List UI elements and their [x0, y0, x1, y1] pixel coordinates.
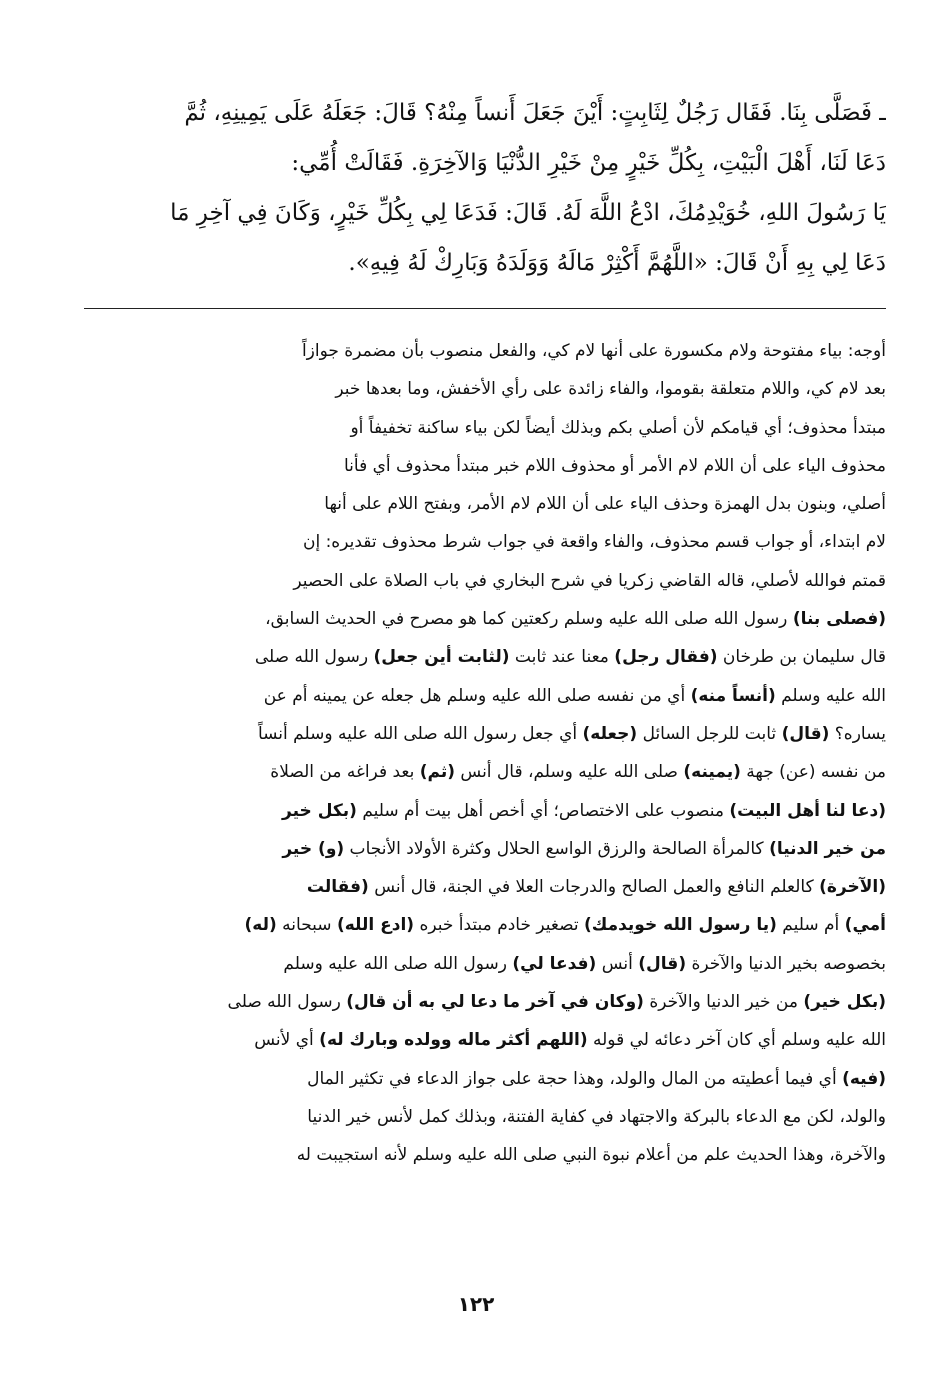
- quoted-text: (قال): [781, 723, 830, 744]
- hadith-text: [78, 88, 886, 288]
- commentary-segment: رسول الله صلى: [254, 647, 374, 668]
- commentary-segment: يساره؟: [829, 723, 886, 744]
- quoted-text: (وكان في آخر ما دعا لي به أن قال): [346, 992, 644, 1013]
- commentary-line: [78, 868, 886, 906]
- commentary-line: محذوف الياء على أن اللام لام الأمر أو محذوف اللام خبر مبتدأ محذوف أي فأنا: [344, 455, 886, 476]
- quoted-text: (يمينه): [683, 762, 741, 783]
- commentary-line: [78, 983, 886, 1021]
- quoted-text: (له): [244, 915, 277, 936]
- quoted-text: (دعا لنا أهل البيت): [729, 800, 886, 821]
- quoted-text: (فدعا لي): [512, 953, 597, 974]
- quoted-text: (ثم): [419, 762, 455, 783]
- commentary-line: [78, 830, 886, 868]
- commentary-segment: منصوب على الاختصاص؛ أي أخص أهل بيت أم سليم: [356, 800, 730, 821]
- commentary-text: [78, 332, 886, 1175]
- hadith-line: ـ فَصَلَّى بِنَا. فَقَال رَجُلٌ لِثَابِتٍ: أَيْنَ جَعَلَ أَنساً مِنْهُ؟ قَالَ: جَعَلَهُ عَلَى يَمِينِهِ، ثُمَّ: [184, 100, 886, 126]
- commentary-segment: أي لأنس: [254, 1030, 320, 1051]
- quoted-text: (فقال رجل): [614, 647, 718, 668]
- commentary-line: [78, 1060, 886, 1098]
- quoted-text: (ادع الله): [336, 915, 415, 936]
- commentary-line: بعد لام كي، واللام متعلقة بقوموا، والفاء زائدة على رأي الأخفش، وما بعدها خبر: [335, 379, 886, 400]
- commentary-line: [78, 906, 886, 944]
- commentary-segment: كالمرأة الصالحة والرزق الواسع الحلال وكثرة الأولاد الأنجاب: [344, 838, 770, 859]
- quoted-text: (بكل خير: [282, 800, 357, 821]
- quoted-text: من خير الدنيا): [769, 838, 886, 859]
- commentary-segment: رسول الله صلى: [227, 992, 347, 1013]
- commentary-segment: من نفسه (عن) جهة: [740, 762, 886, 783]
- quoted-text: (قال): [638, 953, 687, 974]
- quoted-text: (اللهم أكثر ماله وولده وبارك له): [319, 1030, 588, 1051]
- book-page: [78, 88, 886, 1166]
- commentary-line: [78, 638, 886, 676]
- commentary-segment: أم سليم: [776, 915, 845, 936]
- commentary-segment: من خير الدنيا والآخرة: [643, 992, 804, 1013]
- commentary-line: [78, 715, 886, 753]
- commentary-segment: سبحانه: [276, 915, 337, 936]
- commentary-segment: والولد، لكن مع الدعاء بالبركة والاجتهاد في كفاية الفتنة، وبذلك كمل لأنس خير الدنيا: [307, 1106, 886, 1127]
- commentary-line: مبتدأ محذوف؛ أي قيامكم لأن أصلي بكم وبذلك أيضاً لكن بياء ساكنة تخفيفاً أو: [350, 417, 886, 438]
- footnote-divider: [84, 308, 886, 309]
- commentary-line: [78, 677, 886, 715]
- commentary-line: أصلي، وبنون بدل الهمزة وحذف الياء على أن اللام لام الأمر، وبفتح اللام على أنها: [324, 494, 886, 515]
- commentary-line: أوجه: بياء مفتوحة ولام مكسورة على أنها لام كي، والفعل منصوب بأن مضمرة جوازاً: [301, 341, 886, 361]
- commentary-segment: أي فيما أعطيته من المال والولد، وهذا حجة على جواز الدعاء في تكثير المال: [307, 1068, 843, 1089]
- commentary-segment: الله عليه وسلم أي كان آخر دعائه لي قوله: [587, 1030, 886, 1051]
- commentary-line: [78, 1136, 886, 1174]
- commentary-segment: معنا عند ثابت: [509, 647, 615, 668]
- quoted-text: (فصلى بنا): [792, 609, 886, 630]
- commentary-segment: رسول الله صلى الله عليه وسلم ركعتين كما هو مصرح في الحديث السابق،: [265, 609, 793, 630]
- quoted-text: (يا رسول الله خويدمك): [583, 915, 777, 936]
- page-number: ١٢٢: [457, 1292, 495, 1316]
- hadith-line: دَعَا لِي بِهِ أَنْ قَالَ: «اللَّهُمَّ أَكْثِرْ مَالَهُ وَوَلَدَهُ وَبَارِكْ لَهُ فِيهِ».: [348, 250, 886, 276]
- commentary-segment: أنس: [596, 953, 639, 974]
- quoted-text: (و) خير: [282, 838, 345, 859]
- commentary-segment: كالعلم النافع والعمل الصالح والدرجات العلا في الجنة، قال أنس: [368, 877, 820, 898]
- commentary-segment: أي من نفسه صلى الله عليه وسلم هل جعله عن يمينه أم عن: [263, 685, 691, 706]
- quoted-text: (لثابت أين جعل): [373, 647, 510, 668]
- quoted-text: (فيه): [842, 1068, 886, 1089]
- hadith-line: دَعَا لَنَا، أَهْلَ الْبَيْتِ، بِكُلِّ خَيْرٍ مِنْ خَيْرِ الدُّنْيَا وَالآخِرَةِ. فَقَالَتْ أُمِّي:: [291, 150, 886, 176]
- commentary-segment: صلى الله عليه وسلم، قال أنس: [455, 762, 684, 783]
- commentary-segment: تصغير خادم مبتدأ خبره: [414, 915, 584, 936]
- commentary-segment: بخصوصه بخير الدنيا والآخرة: [686, 953, 886, 974]
- commentary-line: [78, 945, 886, 983]
- commentary-segment: الله عليه وسلم: [775, 685, 886, 706]
- commentary-line: لام ابتداء، أو جواب قسم محذوف، والفاء واقعة في جواب شرط محذوف تقديره: إن: [302, 532, 886, 553]
- commentary-line: [78, 1098, 886, 1136]
- commentary-segment: أي جعل رسول الله صلى الله عليه وسلم أنساً: [257, 723, 583, 744]
- commentary-line: [78, 792, 886, 830]
- hadith-line: يَا رَسُولَ اللهِ، خُوَيْدِمُكَ، ادْعُ اللَّهَ لَهُ. قَالَ: فَدَعَا لِي بِكُلِّ خَيْرٍ، وَكَانَ فِي آخِرِ مَا: [170, 200, 886, 226]
- quoted-text: (فقالت: [306, 877, 369, 898]
- commentary-line: [78, 1021, 886, 1059]
- commentary-line: [78, 600, 886, 638]
- quoted-text: أمي): [844, 915, 886, 936]
- commentary-segment: قال سليمان بن طرخان: [717, 647, 886, 668]
- quoted-text: (جعله): [582, 723, 638, 744]
- commentary-line: قمتم فوالله لأصلي، قاله القاضي زكريا في شرح البخاري في باب الصلاة على الحصير: [293, 570, 886, 591]
- quoted-text: (الآخرة): [819, 877, 886, 898]
- commentary-segment: بعد فراغه من الصلاة: [270, 762, 420, 783]
- commentary-segment: والآخرة، وهذا الحديث علم من أعلام نبوة النبي صلى الله عليه وسلم لأنه استجيبت له: [296, 1145, 886, 1166]
- quoted-text: (بكل خير): [803, 992, 886, 1013]
- commentary-line: [78, 753, 886, 791]
- commentary-rich-lines: [78, 600, 886, 1174]
- quoted-text: (أنساً منه): [690, 685, 776, 706]
- commentary-segment: ثابت للرجل السائل: [637, 723, 782, 744]
- commentary-segment: رسول الله صلى الله عليه وسلم: [283, 953, 513, 974]
